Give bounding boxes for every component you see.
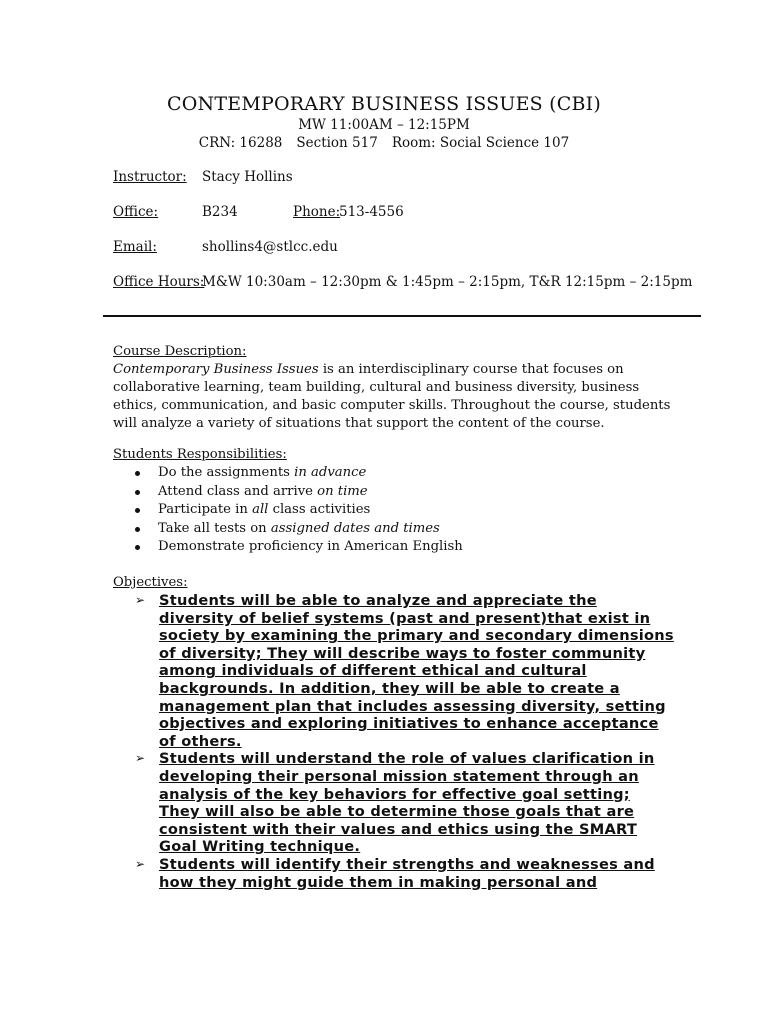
- instructor-value: Stacy Hollins: [202, 169, 293, 185]
- room: Room: Social Science 107: [391, 135, 570, 151]
- responsibilities-heading: Students Responsibilities:: [113, 447, 287, 462]
- instructor-label: Instructor:: [113, 169, 187, 185]
- objectives-list: [135, 592, 675, 891]
- section: Section 517: [296, 135, 378, 151]
- phone-value: 513-4556: [339, 204, 404, 220]
- office-label: Office:: [113, 204, 159, 220]
- crn: CRN: 16288: [198, 135, 283, 151]
- office-hours-label: Office Hours:: [113, 274, 205, 290]
- list-item: Do the assignments in advance: [113, 464, 673, 483]
- class-schedule: MW 11:00AM – 12:15PM: [298, 117, 470, 133]
- objectives-heading-block: [113, 574, 673, 592]
- office-value: B234: [202, 204, 238, 220]
- description-heading: Course Description:: [113, 344, 247, 359]
- bullet-icon: [135, 471, 140, 476]
- list-item: Attend class and arrive on time: [113, 483, 673, 502]
- bullet-icon: [135, 490, 140, 495]
- responsibilities-section: [113, 446, 673, 557]
- objectives-heading: Objectives:: [113, 575, 188, 590]
- responsibilities-list: [113, 464, 673, 557]
- list-item: ➢ Students will understand the role of values clarification in developing their personal mission statement through an analysis of the key behaviors for effective goal setting; They will also be able to determine those goals that are consistent with their values and ethics using the SMART Goal Writing technique.: [135, 750, 655, 856]
- bullet-icon: [135, 527, 140, 532]
- list-item: ➢ Students will be able to analyze and appreciate the diversity of belief systems (past and present)that exist in society by examining the primary and secondary dimensions of diversity; They will describe ways to foster community among individuals of different ethical and cultural backgrounds. In addition, they will be able to create a management plan that includes assessing diversity, setting objectives and exploring initiatives to enhance acceptance of others.: [135, 592, 674, 750]
- bullet-icon: [135, 545, 140, 550]
- phone-label: Phone:: [293, 204, 341, 220]
- course-title: CONTEMPORARY BUSINESS ISSUES (CBI): [167, 93, 601, 115]
- class-details: [0, 135, 768, 151]
- description-text: Contemporary Business Issues is an interdisciplinary course that focuses on collaborative learning, team building, cultural and business diversity, business ethics, communication, and basic computer skills. Throughout the course, students will analyze a variety of situations that support the content of the course.: [113, 362, 671, 431]
- email-value[interactable]: shollins4@stlcc.edu: [202, 239, 338, 255]
- office-row: [113, 204, 404, 220]
- office-hours-value: M&W 10:30am – 12:30pm & 1:45pm – 2:15pm, T&R 12:15pm – 2:15pm: [202, 274, 693, 290]
- section-divider: [103, 315, 701, 317]
- course-description: [113, 343, 673, 433]
- list-item: Take all tests on assigned dates and times: [113, 520, 673, 539]
- email-row: [113, 239, 338, 255]
- arrow-bullet-icon: ➢: [135, 593, 146, 607]
- arrow-bullet-icon: ➢: [135, 856, 146, 871]
- arrow-bullet-icon: ➢: [135, 751, 146, 766]
- email-label: Email:: [113, 239, 157, 255]
- bullet-icon: [135, 508, 140, 513]
- list-item: ➢ Students will identify their strengths and weaknesses and how they might guide them in making personal and: [135, 855, 655, 891]
- office-hours-row: [113, 274, 693, 290]
- list-item: Participate in all class activities: [113, 501, 673, 520]
- instructor-row: [113, 169, 293, 185]
- list-item: Demonstrate proficiency in American English: [113, 538, 673, 557]
